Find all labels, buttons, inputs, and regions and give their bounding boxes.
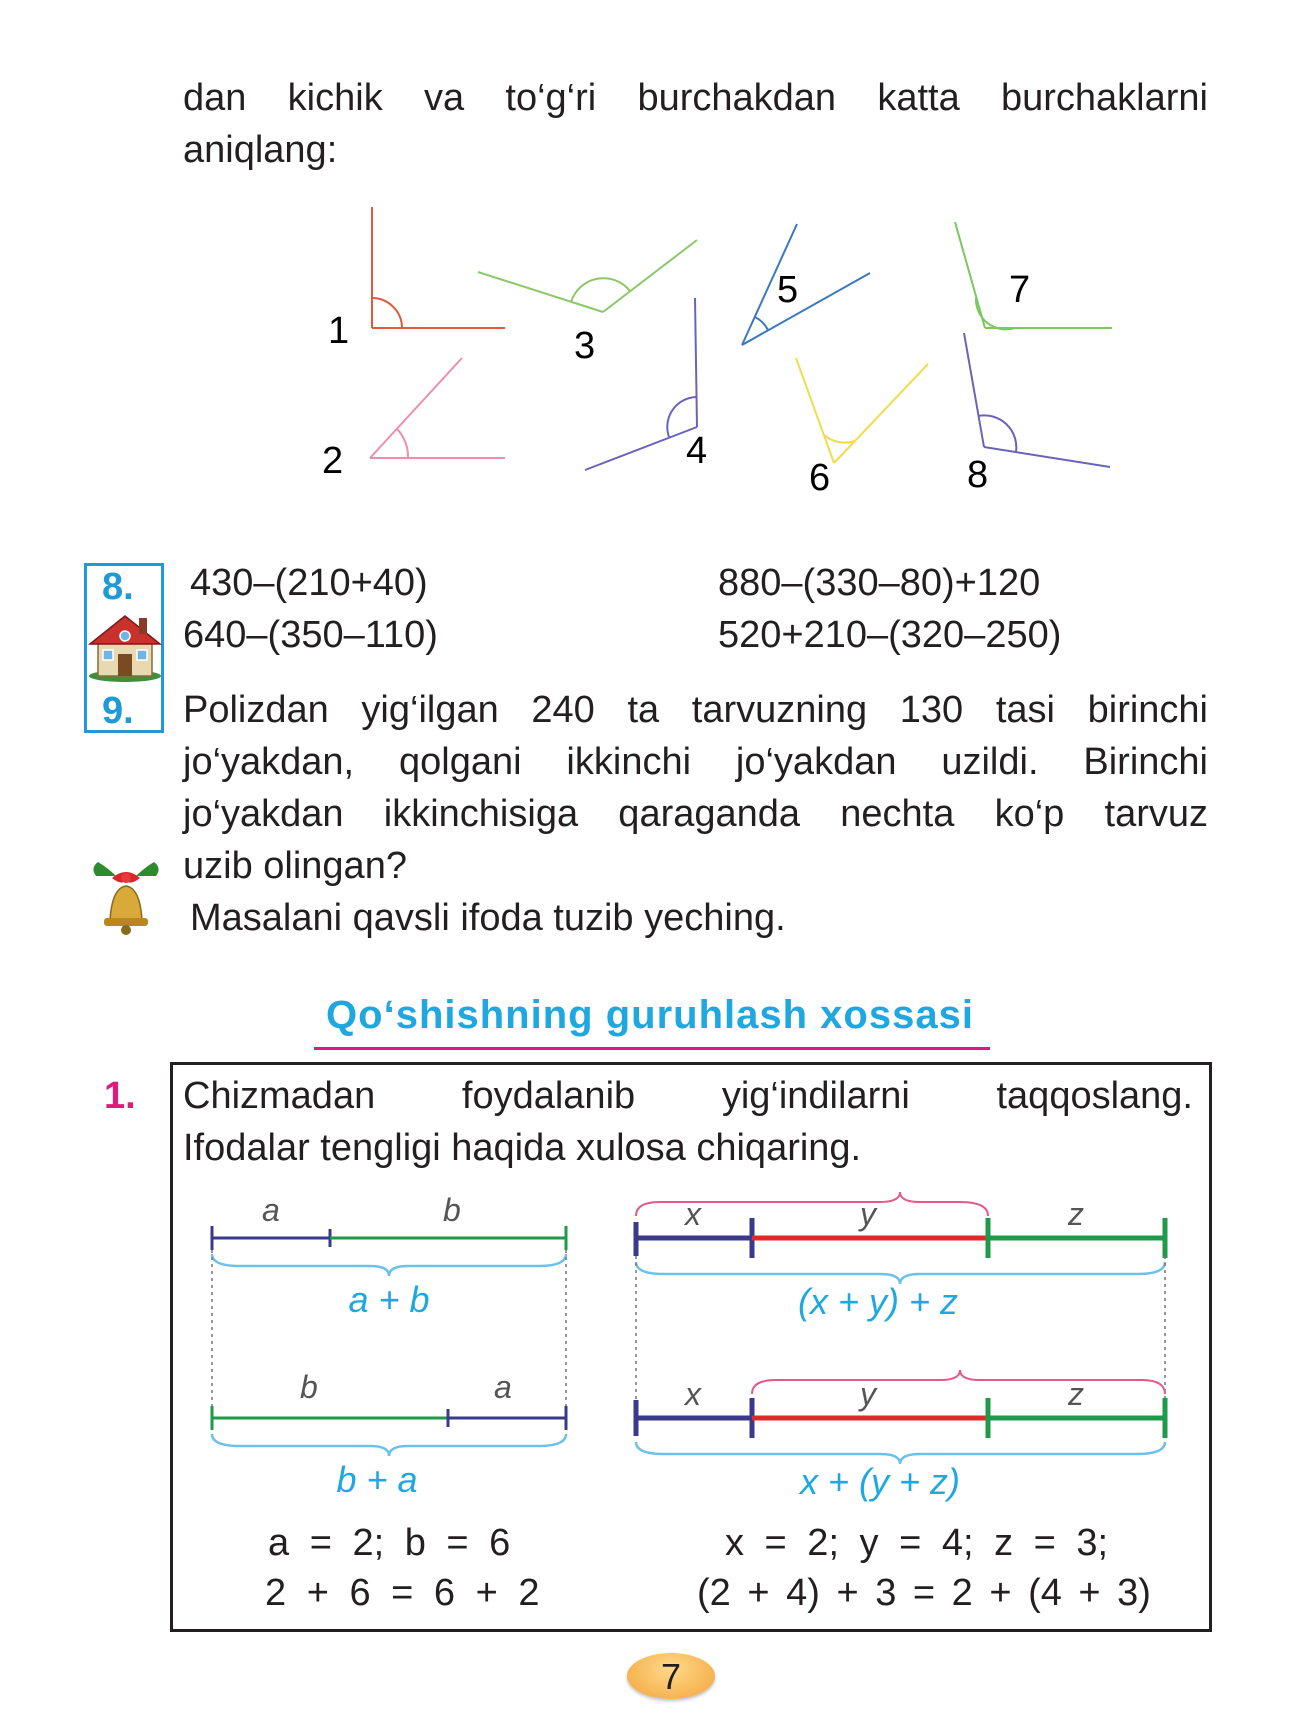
segment-a-bottom [448,1406,566,1430]
intro-line-2: aniqlang: [183,129,338,171]
sum-x-plus-yz: x + (y + z) [799,1461,961,1502]
angle-5 [742,224,870,345]
section-title-underline [314,1047,990,1050]
segment-a-top [212,1226,330,1250]
angles-figure [0,190,1300,510]
values-right: x = 2; y = 4; z = 3; [725,1522,1109,1564]
label-x-top: x [685,1196,701,1232]
angle-label-2: 2 [322,440,344,482]
label-x-bottom: x [685,1376,701,1412]
task-9-line-1: Polizdan yig‘ilgan 240 ta tarvuzning 130 tasi birinchi [183,689,1208,731]
angle-label-1: 1 [328,310,350,352]
task-9-line-2: jo‘yakdan, qolgani ikkinchi jo‘yakdan uzildi. Birinchi [183,741,1208,783]
intro-line-1: dan kichik va to‘g‘ri burchakdan katta burchaklarni [183,77,1208,119]
task-8-expr-3: 640–(350–110) [183,614,438,656]
house-icon [86,610,164,682]
section-title: Qo‘shishning guruhlash xossasi [326,993,974,1037]
segment-b-bottom [212,1406,448,1430]
task-8-expr-4: 520+210–(320–250) [718,614,1062,656]
task-9-number: 9. [102,690,134,732]
angle-7 [955,222,1112,329]
segment-b-top [330,1226,566,1250]
diagram-left [200,1180,580,1510]
angle-label-5: 5 [777,269,799,311]
task-8-expr-1: 430–(210+40) [190,562,428,604]
angle-1 [372,207,505,328]
label-b-bottom: b [300,1369,318,1405]
task-9-instruction: Masalani qavsli ifoda tuzib yeching. [190,897,786,939]
label-b-top: b [443,1192,461,1228]
equation-left: 2 + 6 = 6 + 2 [265,1572,540,1614]
angle-label-7: 7 [1009,269,1031,311]
brace-top-left [212,1254,566,1276]
angle-6 [796,358,928,463]
task-1-number: 1. [104,1075,136,1117]
label-y-bottom: y [860,1376,876,1412]
angle-label-3: 3 [574,325,596,367]
angle-3 [478,240,697,312]
angle-label-4: 4 [686,430,708,472]
bell-icon [86,858,166,938]
task-9-line-4: uzib olingan? [183,845,407,887]
task-8-number: 8. [102,566,134,608]
angle-label-8: 8 [967,454,989,496]
label-z-top: z [1068,1196,1084,1232]
equation-right: (2 + 4) + 3 = 2 + (4 + 3) [697,1572,1151,1614]
angle-4 [585,298,697,470]
label-a-bottom: a [494,1369,512,1405]
task-8-expr-2: 880–(330–80)+120 [718,562,1041,604]
task-9-line-3: jo‘yakdan ikkinchisiga qaraganda nechta ko‘p tarvuz [183,793,1208,835]
angle-2 [370,358,505,458]
label-a-top: a [262,1192,280,1228]
label-z-bottom: z [1068,1376,1084,1412]
angle-8 [964,333,1110,467]
diagram-right [620,1180,1190,1510]
angle-label-6: 6 [809,457,831,499]
sum-xy-plus-z: (x + y) + z [797,1281,959,1322]
values-left: a = 2; b = 6 [268,1522,511,1564]
sum-b-plus-a: b + a [336,1459,418,1500]
task-1-line-2: Ifodalar tengligi haqida xulosa chiqaring. [183,1127,862,1169]
task-1-line-1: Chizmadan foydalanib yig‘indilarni taqqoslang. [183,1075,1193,1117]
sum-a-plus-b: a + b [348,1279,430,1320]
brace-bottom-left [212,1434,566,1456]
page-number: 7 [660,1656,682,1697]
label-y-top: y [860,1196,876,1232]
brace-yz [752,1370,1165,1394]
